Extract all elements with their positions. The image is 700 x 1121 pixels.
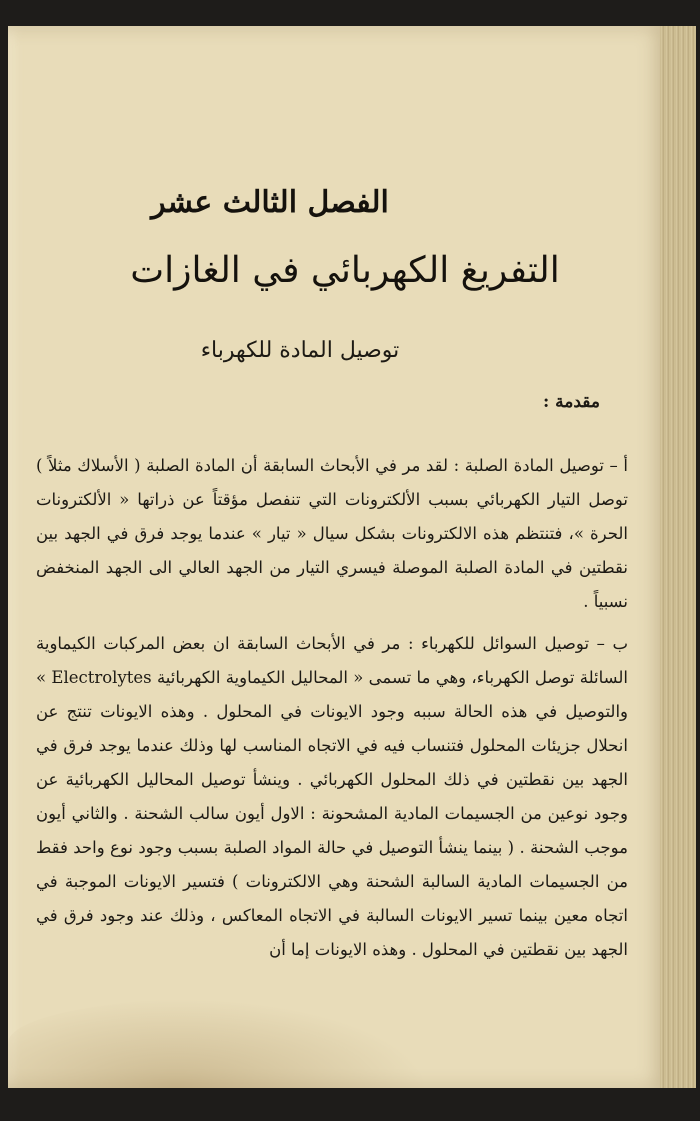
chapter-heading: الفصل الثالث عشر [151,185,389,220]
paragraph-solid-conduction: أ – توصيل المادة الصلبة : لقد مر في الأبحاث السابقة أن المادة الصلبة ( الأسلاك مثلاً ) توصل التيار الكهربائي بسبب الألكترونات التي تنفصل مؤقتاً عن ذراتها « الألكترونات الحرة »، فتنتظم هذه الالكترونات بشكل سيال « تيار » عندما يوجد فرق في الجهد بين نقطتين في المادة الصلبة الموصلة فيسري التيار من الجهد العالي الى الجهد المنخفض نسبياً . [36,456,628,611]
page-edges [660,26,696,1088]
intro-label: مقدمة : [542,392,600,412]
paragraph-b-start: ب – توصيل السوائل للكهرباء : مر في الأبحاث السابقة ان بعض المركبات الكيماوية السائلة توصل الكهرباء، وهي ما تسمى « المحاليل الكيماوية الكهربائية [36,634,629,687]
paragraph-b-end: » والتوصيل في هذه الحالة سببه وجود الايونات في المحلول . وهذه الايونات تنتج عن انحلال جزيئات المحلول فتنساب فيه في الاتجاه المناسب لها وذلك عندما يوجد فرق في الجهد بين نقطتين في ذلك المحلول الكهربائي . وينشأ توصيل المحاليل الكهربائية عن وجود نوعين من الجسيمات المادية المشحونة : الاول أيون سالب الشحنة . والثاني أيون موجب الشحنة . ( بينما ينشأ التوصيل في حالة المواد الصلبة بسبب وجود نوع واحد فقط من الجسيمات المادية السالبة الشحنة وهي الالكترونات ) فتسير الايونات الموجبة في اتجاه معين بينما تسير الايونات السالبة في الاتجاه المعاكس ، وذلك عند وجود فرق في الجهد بين نقطتين في المحلول . وهذه الايونات إما أن [36,668,628,959]
paragraph-liquid-conduction [36,627,628,967]
section-subtitle: توصيل المادة للكهرباء [200,338,400,363]
latin-term: Electrolytes [51,668,152,687]
chapter-title: التفريغ الكهربائي في الغازات [130,250,560,291]
page-stain [8,998,428,1088]
